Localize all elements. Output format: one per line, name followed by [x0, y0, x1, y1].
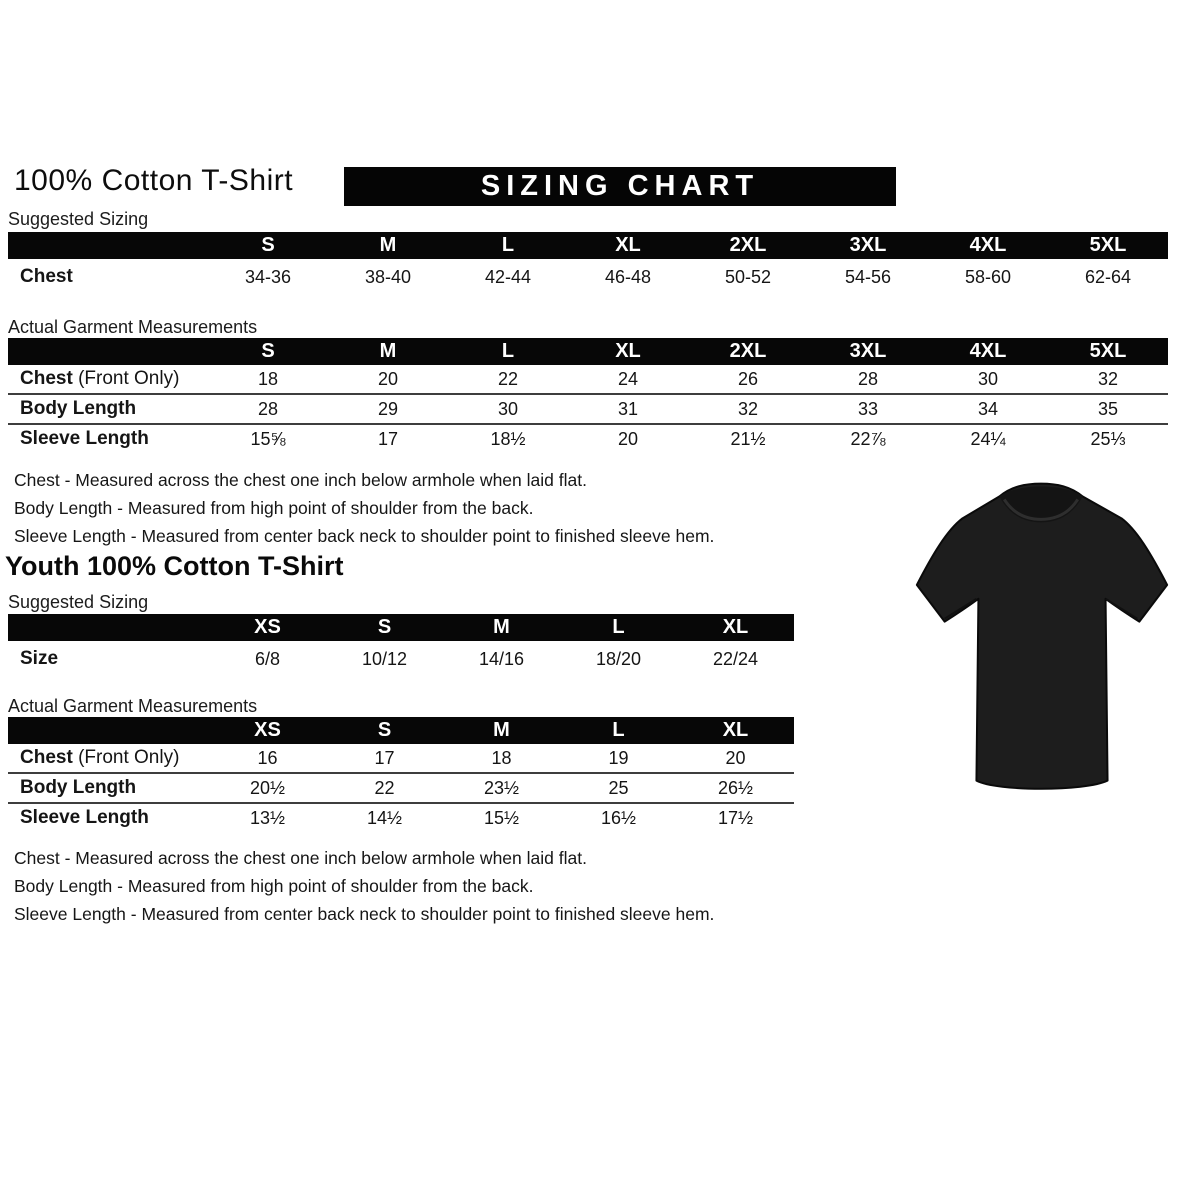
- size-header-cell: 2XL: [688, 338, 808, 365]
- value-cell: 17: [328, 424, 448, 453]
- note-line: Sleeve Length - Measured from center back neck to shoulder point to finished sleeve hem.: [14, 526, 715, 546]
- row-label: Chest: [20, 266, 73, 287]
- note-line: Chest - Measured across the chest one inch below armhole when laid flat.: [14, 848, 587, 868]
- size-header-cell: XL: [568, 338, 688, 365]
- youth-section-title: Youth 100% Cotton T-Shirt: [5, 551, 344, 581]
- row-label-suffix: (Front Only): [72, 747, 180, 768]
- adult-measurement-notes: [14, 466, 714, 550]
- row-label: Sleeve Length: [20, 807, 149, 828]
- size-header-cell: 4XL: [928, 338, 1048, 365]
- size-header-cell: S: [208, 338, 328, 365]
- value-cell: 26½: [677, 773, 794, 803]
- value-cell: 17½: [677, 803, 794, 832]
- table-row: [8, 365, 1168, 394]
- size-header-cell: L: [560, 614, 677, 641]
- row-label: Sleeve Length: [20, 428, 149, 449]
- size-header-cell: L: [448, 338, 568, 365]
- size-header-cell: XL: [677, 614, 794, 641]
- value-cell: 30: [977, 368, 999, 389]
- size-header-cell: 3XL: [808, 338, 928, 365]
- size-header-cell: S: [326, 717, 443, 744]
- size-header-cell: 2XL: [688, 232, 808, 259]
- value-cell: 38-40: [364, 266, 412, 287]
- black-tshirt-image: [892, 470, 1190, 818]
- value-cell: 14½: [326, 803, 443, 832]
- value-cell: 10/12: [361, 648, 408, 669]
- row-label: Size: [20, 648, 59, 669]
- value-cell: 28: [208, 394, 328, 424]
- youth-measurements-table: [8, 717, 794, 832]
- value-cell: 18/20: [595, 648, 642, 669]
- note-line: Body Length - Measured from high point of shoulder from the back.: [14, 498, 534, 518]
- corner-cell: [8, 338, 208, 365]
- row-label: Chest: [20, 747, 73, 768]
- value-cell: 35: [1048, 394, 1168, 424]
- size-header-cell: M: [443, 717, 560, 744]
- value-cell: 18: [491, 747, 512, 768]
- corner-cell: [8, 614, 209, 641]
- value-cell: 14/16: [478, 648, 525, 669]
- youth-suggested-sizing-table: [8, 614, 794, 677]
- value-cell: 46-48: [604, 266, 652, 287]
- adult-measurements-label: Actual Garment Measurements: [8, 317, 258, 337]
- row-label: Chest: [20, 368, 73, 389]
- tshirt-graphic: [892, 470, 1190, 818]
- value-cell: 22: [326, 773, 443, 803]
- size-header-cell: XS: [209, 717, 326, 744]
- size-header-cell: S: [208, 232, 328, 259]
- value-cell: 29: [328, 394, 448, 424]
- value-cell: 21½: [688, 424, 808, 453]
- table-header-row: [8, 232, 1168, 259]
- value-cell: 25: [560, 773, 677, 803]
- row-label: Body Length: [20, 777, 137, 798]
- adult-section-title: 100% Cotton T-Shirt: [14, 164, 294, 197]
- value-cell: 17: [374, 747, 395, 768]
- sizing-chart-banner: [344, 167, 896, 206]
- value-cell: 20: [377, 368, 399, 389]
- sizing-chart-banner-label: SIZING CHART: [480, 170, 760, 202]
- row-label-cell: [8, 365, 208, 394]
- row-label-suffix: (Front Only): [72, 368, 180, 389]
- value-cell: 20: [725, 747, 746, 768]
- size-header-cell: M: [328, 232, 448, 259]
- size-header-cell: M: [328, 338, 448, 365]
- table-header-row: [8, 614, 794, 641]
- size-header-cell: 3XL: [808, 232, 928, 259]
- table-row: [8, 394, 1168, 424]
- table-header-row: [8, 717, 794, 744]
- row-label: Body Length: [20, 398, 137, 419]
- value-cell: 62-64: [1084, 266, 1132, 287]
- row-label-cell: [8, 424, 208, 453]
- value-cell: 22/24: [712, 648, 759, 669]
- value-cell: 23½: [443, 773, 560, 803]
- size-header-cell: M: [443, 614, 560, 641]
- size-header-cell: L: [560, 717, 677, 744]
- adult-suggested-sizing-table: [8, 232, 1168, 295]
- value-cell: 22⅞: [808, 424, 928, 453]
- size-header-cell: XL: [677, 717, 794, 744]
- value-cell: 16½: [560, 803, 677, 832]
- youth-suggested-sizing-label: Suggested Sizing: [8, 592, 149, 612]
- table-header-row: [8, 338, 1168, 365]
- note-line: Sleeve Length - Measured from center back neck to shoulder point to finished sleeve hem.: [14, 904, 715, 924]
- table-row: [8, 259, 1168, 295]
- value-cell: 19: [608, 747, 629, 768]
- value-cell: 24¼: [928, 424, 1048, 453]
- value-cell: 13½: [209, 803, 326, 832]
- table-row: [8, 424, 1168, 453]
- row-label-cell: [8, 394, 208, 424]
- value-cell: 34-36: [244, 266, 292, 287]
- value-cell: 20: [568, 424, 688, 453]
- table-row: [8, 641, 794, 677]
- size-header-cell: S: [326, 614, 443, 641]
- value-cell: 31: [568, 394, 688, 424]
- row-label-cell: [8, 744, 209, 773]
- size-header-cell: XS: [209, 614, 326, 641]
- value-cell: 20½: [209, 773, 326, 803]
- note-line: Body Length - Measured from high point of shoulder from the back.: [14, 876, 534, 896]
- value-cell: 58-60: [964, 266, 1012, 287]
- value-cell: 24: [617, 368, 639, 389]
- value-cell: 34: [928, 394, 1048, 424]
- row-label-cell: [8, 641, 209, 677]
- value-cell: 30: [448, 394, 568, 424]
- adult-suggested-sizing-label: Suggested Sizing: [8, 209, 149, 229]
- value-cell: 50-52: [724, 266, 772, 287]
- value-cell: 18: [257, 368, 279, 389]
- adult-measurements-table: [8, 338, 1168, 453]
- row-label-cell: [8, 259, 208, 295]
- youth-measurements-label: Actual Garment Measurements: [8, 696, 258, 716]
- value-cell: 16: [257, 747, 278, 768]
- value-cell: 15⅝: [208, 424, 328, 453]
- size-header-cell: 5XL: [1048, 338, 1168, 365]
- value-cell: 42-44: [484, 266, 532, 287]
- size-header-cell: 5XL: [1048, 232, 1168, 259]
- note-line: Chest - Measured across the chest one inch below armhole when laid flat.: [14, 470, 587, 490]
- row-label-cell: [8, 773, 209, 803]
- value-cell: 28: [857, 368, 879, 389]
- table-row: [8, 803, 794, 832]
- size-header-cell: L: [448, 232, 568, 259]
- table-row: [8, 773, 794, 803]
- table-row: [8, 744, 794, 773]
- size-header-cell: XL: [568, 232, 688, 259]
- value-cell: 54-56: [844, 266, 892, 287]
- corner-cell: [8, 717, 209, 744]
- value-cell: 18½: [448, 424, 568, 453]
- value-cell: 33: [808, 394, 928, 424]
- value-cell: 32: [688, 394, 808, 424]
- size-header-cell: 4XL: [928, 232, 1048, 259]
- value-cell: 22: [497, 368, 519, 389]
- value-cell: 26: [737, 368, 759, 389]
- youth-measurement-notes: [14, 844, 714, 928]
- value-cell: 32: [1097, 368, 1119, 389]
- corner-cell: [8, 232, 208, 259]
- value-cell: 15½: [443, 803, 560, 832]
- row-label-cell: [8, 803, 209, 832]
- value-cell: 6/8: [254, 648, 281, 669]
- value-cell: 25⅓: [1048, 424, 1168, 453]
